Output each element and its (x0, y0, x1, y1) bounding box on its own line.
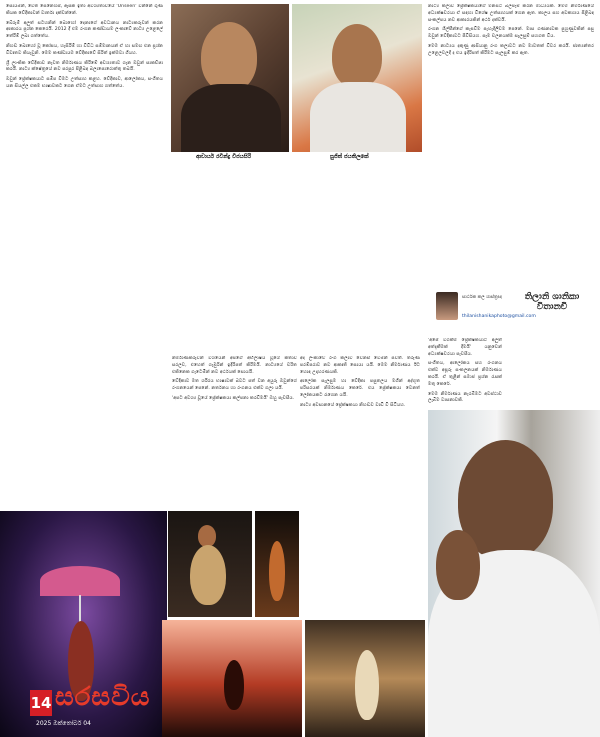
paragraph: මෙම නිර්මාණය නැරඹීමට අවස්ථාව ලැබීම වාසනාවකි. (428, 391, 502, 404)
author-avatar (436, 292, 458, 320)
author-role: සාර්ථක කල ශාස්ත්‍රඥ (462, 295, 503, 300)
portrait-photo-1 (171, 4, 289, 152)
author-byline (432, 290, 594, 334)
stage-photo-performer (255, 511, 299, 617)
paragraph: වේදිකාව මත ශරීරය භාෂාවක් බවට පත් වන අයුරු ඔවුන්ගේ රංගනයෙන් පෙනේ. නර්තනය හා රංගනය එක්ව ගලා යයි. (172, 379, 297, 392)
paragraph: මෙම නාට්‍යය දකුණු ආසියානු රංග කලාවට නව මාවතක් විවර කරයි. ජාත්‍යන්තර උළෙලවලදී ද එය ඉදිරිපත් කිරීමට සැලසුම් කර ඇත. (428, 43, 594, 56)
paragraph: සොයමින්, වෙත සෙනෙහස්, ඇසක ඉතා අවශ්‍යතාවයේ 'Unseen' වන්නේ ගුණ කියක වේදිකාවන් වාර්තා දක්වන්නේ. (6, 4, 163, 16)
photo-caption-1: ආචාර්ය රවීන්ද්‍ර විජයසිරි (196, 154, 252, 160)
paragraph: නිහඬ බොහෝ වූ කෝපය, හැසිරීම් හා විවිධ සම්මානයන් ඒ හා සමඟ එන ප්‍රශ්න විවෘතව කියැවුනි. මෙම කණ්ඩායම වේදිකාවේ සිරිත් ඉක්මවා ගියහ. (6, 43, 163, 56)
stage-photo-red (162, 620, 302, 737)
photo-caption-2: සුජිත් ජයතිලකේ (330, 154, 369, 160)
paragraph: අද ලංකාවේ රංග කලාව වෙනස් වෙමින් පවතී. තරුණ පරම්පරාව නව ආකෘති සොයා යයි. මෙම නිර්මාණය ඊට හොඳ උදාහරණයකි. (300, 356, 420, 375)
director-photo (428, 410, 600, 737)
article-column-3 (300, 356, 420, 618)
paragraph: 'අපට අවශ්‍ය වූයේ ප්‍රේක්ෂකයා කල්පනා කරවීමයි' ඔහු පැවසීය. (172, 395, 295, 401)
paragraph: ශ්‍රී ලාංකික වේදිකාව නැවත නිර්මාණය කිරීමේ අවශ්‍යතාව ගැන ඔවුන් සාකච්ඡා කරයි. නාට්‍ය ක්ෂේත්‍රයේ නව පරපුර පිළිබඳ බලාපොරොත්තු තබයි. (6, 60, 163, 73)
page-number-badge: 14 (30, 690, 52, 716)
paragraph: නාට්‍ය කලාව ප්‍රේක්ෂකයාගේ මනසට බලපෑම් කරන මාධ්‍යයකි. මෙම නිර්මාණයේ අධ්‍යක්ෂවරයා ඒ සඳහා විශේෂ උත්සාහයක් ගෙන ඇත. කාලය සහ අවකාශය පිළිබඳ සංකල්පය නව ආකාරයකින් අර්ථ දක්වයි. (428, 4, 594, 23)
article-column-1 (6, 4, 163, 510)
stage-photo-dancer (168, 511, 252, 617)
portrait-photo-2 (292, 4, 422, 152)
paragraph: බේරුම් අලුත් සටහනින් බොහෝ දෙනාගේ අවධානය නාට්‍යකරුවන් කරන ආකාරය ප්‍රශ්න කෙරෙයි. 2012 දී එම රංගන කණ්ඩායම ලංකාවේ නාට්‍ය උළෙලේ තේරීම් ලබා ගත්තේය. (6, 20, 163, 40)
author-name: තිලානි ශානිකා විතානචි (524, 292, 580, 312)
paragraph: ඔවුන් ප්‍රේක්ෂකයාට සමීප වීමට උත්සාහ කළහ. වේදිකාව, ආලෝකය, සංගීතය යන සියල්ල එකම භාෂාවකට ගෙන ඒමට උත්සාහ ගත්තේය. (6, 77, 163, 89)
stage-photo-scene (305, 620, 425, 737)
paragraph: නාට්‍ය අවසානයේ ප්‍රේක්ෂකයා නිහඬව වාඩි වී සිටියහ. (300, 402, 406, 408)
author-email-link[interactable]: thilanishanikaphoto@gmail.com (462, 314, 536, 319)
paragraph: 'අපේ වගකීම ප්‍රේක්ෂකයාට අලුත් අත්දැකීමක් දීමයි' යනුවෙන් අධ්‍යක්ෂවරයා පැවසීය. (428, 338, 502, 357)
paragraph: නිර්මාණකරුවන් වශයෙන් අපගේ අභිලාෂය වූයේ කතාව සරලව, එහෙත් ගැඹුරින් ඉදිරිපත් කිරීමයි. නාට්‍යයේ චරිත එකිනෙක ගැටෙමින් නව අර්ථයක් සොයයි. (172, 356, 297, 375)
paragraph: ආලෝක සැලසුම හා වේදිකා පසුතලය මගින් අද්භූත පරිසරයක් නිර්මාණය කෙරේ. එය ප්‍රේක්ෂකයා වෙනත් ලෝකයකට රැගෙන යයි. (300, 379, 420, 398)
article-column-4 (428, 4, 594, 288)
paragraph: රංගන ශිල්පීන්ගේ කැපවීම පැහැදිලිවම පෙනේ. මාස ගණනාවක පුහුණුවකින් පසු ඔවුන් වේදිකාවට පිවිසියහ. සෑම චලනයක්ම සැලසුම් සහගත විය. (428, 27, 594, 40)
magazine-title: සරසවිය (55, 682, 151, 712)
paragraph: සංගීතය, ආලෝකය සහ රංගනය එක්ව අපූරු සංකලනයක් නිර්මාණය කරයි. ඒ තුළින් සමාජ ප්‍රශ්න රැසක් මතු කෙරේ. (428, 361, 502, 387)
issue-date: 2025 ඔක්තෝබර් 04 (36, 720, 91, 727)
